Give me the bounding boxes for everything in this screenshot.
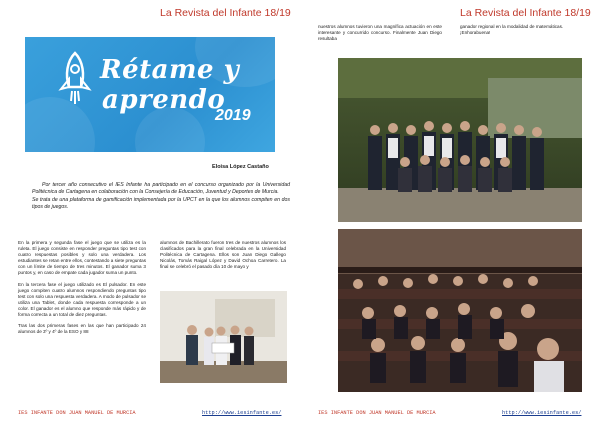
banner-title-line1: Rétame y (100, 55, 240, 85)
award-ceremony-photo (160, 291, 287, 383)
footer-url-link-right[interactable]: http://www.iesinfante.es/ (502, 410, 582, 416)
retame-aprendo-banner (25, 37, 275, 152)
banner-title-line2: aprendo (102, 85, 226, 115)
article-column-1 (18, 240, 146, 340)
article-author: Eloisa López Castaño (212, 164, 269, 170)
banner-year: 2019 (215, 107, 251, 124)
footer-school-right: IES INFANTE DON JUAN MANUEL DE MURCIA (318, 410, 436, 416)
magazine-header: La Revista del Infante 18/19 (160, 7, 291, 19)
banner-title (100, 55, 239, 115)
article-column-2 (160, 240, 286, 275)
magazine-header-right: La Revista del Infante 18/19 (460, 7, 591, 19)
rocket-icon (53, 49, 97, 107)
group-photo (338, 58, 582, 222)
right-page (300, 0, 600, 424)
right-column-2: ganador regional en la modalidad de matemáticas. ¡Enhorabuena! (460, 24, 564, 36)
column1-paragraph-3: Tras las dos primeras fases en las que han participado 24 alumnos de 3º y 4º de la ESO y 88 (18, 323, 146, 335)
auditorium-photo (338, 229, 582, 392)
intro-paragraph-2: Se trata de una plataforma de gamificación implementada por la UPCT en la que los alumnos compiten en dos tipos de juegos. (32, 197, 290, 210)
right-column-1: nuestros alumnos tuvieron una magnífica actuación en este interesante y concurrido concurso. Finalmente Juan Diego resultaba (318, 24, 442, 42)
column1-paragraph-2: En la tercera fase el juego utilizado es El pulsador. En este juego compiten cuatro alumnos respondiendo preguntas tipo test con solo una respuesta verdadera. A modo de pulsador se utiliza una Tablet, donde cada respuesta corresponde a un color. El ganador es el alumno que responde más rápido y de forma correcta a un total de diez preguntas. (18, 281, 146, 318)
intro-paragraph-1: Por tercer año consecutivo el IES Infante ha participado en el concurso organizado por la Universidad Politécnica de Cartagena en colaboración con la Consejería de Educación, Juventud y Deportes de Murcia. (32, 182, 290, 195)
footer-school: IES INFANTE DON JUAN MANUEL DE MURCIA (18, 410, 136, 416)
column2-paragraph-1: alumnos de Bachillerato fueron tres de nuestros alumnos los clasificados para la gran final celebrada en la Universidad Politécnica de Cartagena. Ellos son Juan Diego Gallego Nicolás, Tomás Raigal López y David Ochoa Carretero. La final se celebró el pasado día 10 de mayo y (160, 240, 286, 270)
footer-url-link[interactable]: http://www.iesinfante.es/ (202, 410, 282, 416)
column1-paragraph-1: En la primera y segunda fase el juego que se utiliza es la ruleta. El juego consiste en responder preguntas tipo test con cuatro respuestas posibles y solo una verdadera. Los estudiantes se retan entre ellos, contestando a siete preguntas con un límite de tiempo de tres minutos. El ganador suma 3 puntos y, en caso de empate cada jugador suma un punto. (18, 240, 146, 276)
article-intro (32, 182, 290, 212)
